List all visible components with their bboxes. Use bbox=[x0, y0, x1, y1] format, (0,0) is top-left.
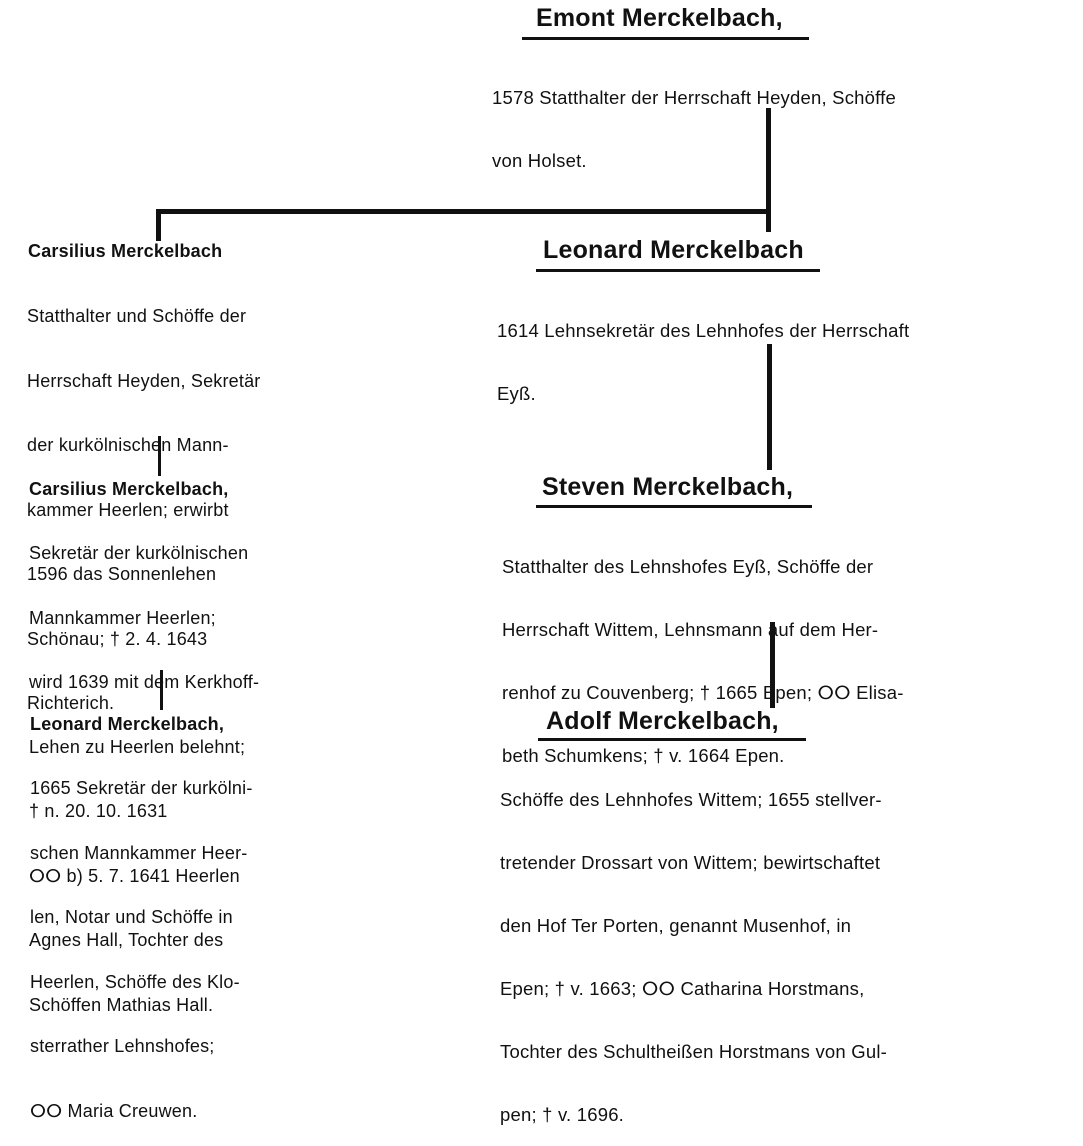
person-name-emont: Emont Merckelbach, bbox=[536, 4, 783, 32]
person-name-leonard-1: Leonard Merckelbach bbox=[543, 236, 804, 264]
person-description-adolf: Schöffe des Lehnhofes Wittem; 1655 stellver- tretender Drossart von Wittem; bewirtschaftet den Hof Ter Porten, genannt Musenhof, in Epen; † v. 1663; ⵔⵔ Catharina Horstmans, Tochter des Schultheißen Horstmans von Gul- pen; † v. 1696. bbox=[500, 789, 887, 1125]
person-description-steven: Statthalter des Lehnshofes Eyß, Schöffe der Herrschaft Wittem, Lehnsmann auf dem Her- renhof zu Couvenberg; † 1665 Epen; ⵔⵔ Elisa- beth Schumkens; † v. 1664 Epen. bbox=[502, 556, 904, 766]
name-underline-leonard-1 bbox=[536, 269, 820, 272]
connector-branch-left-down bbox=[156, 209, 161, 241]
person-description-carsilius-2: Sekretär der kurkölnischen Mannkammer Heerlen; wird 1639 mit dem Kerkhoff- Lehen zu Heerlen belehnt; † n. 20. 10. 1631 ⵔⵔ b) 5. 7. 1641 Heerlen Agnes Hall, Tochter des Schöffen Mathias Hall. bbox=[29, 543, 260, 1015]
person-name-adolf: Adolf Merckelbach, bbox=[546, 707, 779, 735]
person-name-carsilius-2: Carsilius Merckelbach, bbox=[29, 479, 229, 499]
person-description-leonard-2: 1665 Sekretär der kurkölni- schen Mannkammer Heer- len, Notar und Schöffe in Heerlen, Schöffe des Klo- sterrather Lehnshofes; ⵔⵔ Maria Creuwen. bbox=[30, 778, 253, 1121]
name-underline-emont bbox=[522, 37, 809, 40]
name-underline-adolf bbox=[538, 738, 806, 741]
person-name-steven: Steven Merckelbach, bbox=[542, 473, 794, 501]
person-name-carsilius-1: Carsilius Merckelbach bbox=[28, 241, 223, 261]
connector-horizontal-branch bbox=[156, 209, 771, 214]
name-underline-steven bbox=[536, 505, 812, 508]
person-description-emont: 1578 Statthalter der Herrschaft Heyden, Schöffe von Holset. bbox=[492, 87, 896, 171]
person-description-carsilius-1: Statthalter und Schöffe der Herrschaft Heyden, Sekretär der kurkölnischen Mann- kammer Heerlen; erwirbt 1596 das Sonnenlehen Schönau; † 2. 4. 1643 Richterich. bbox=[27, 306, 261, 713]
person-description-leonard-1: 1614 Lehnsekretär des Lehnhofes der Herrschaft Eyß. bbox=[497, 320, 910, 404]
person-name-leonard-2: Leonard Merckelbach, bbox=[30, 714, 225, 734]
